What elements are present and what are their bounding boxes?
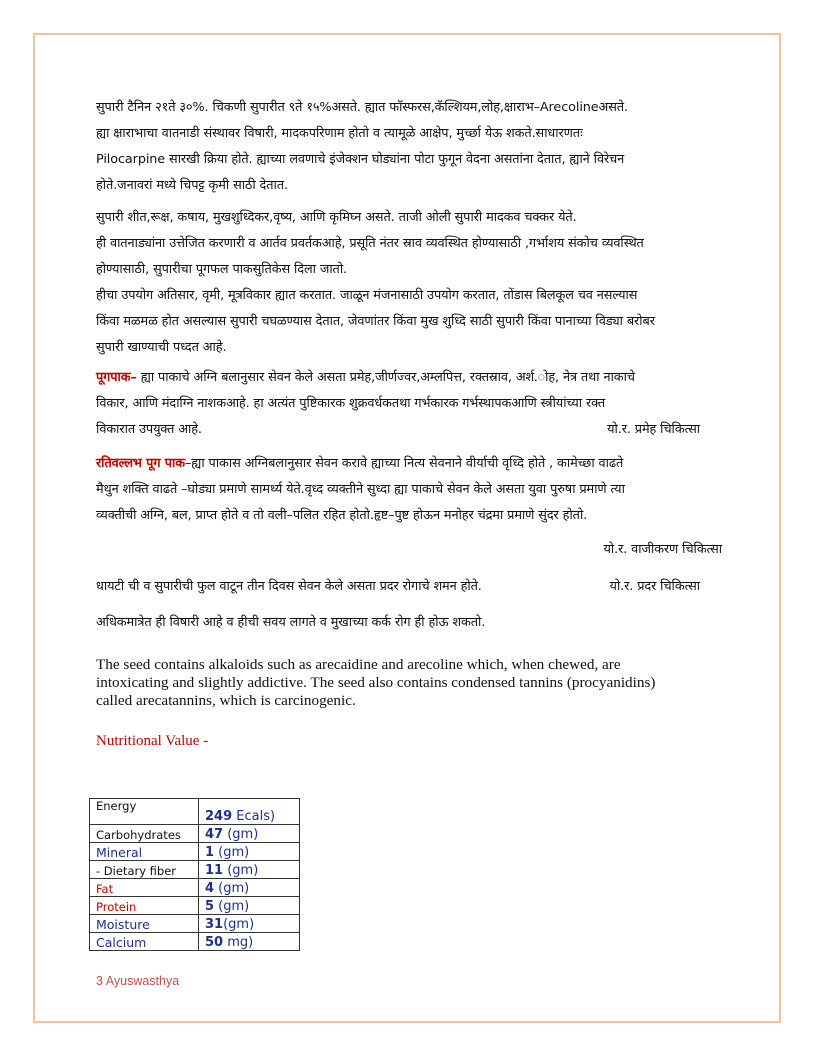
text-line: विकार, आणि मंदाग्नि नाशकआहे. हा अत्यंत पुष्टिकारक शुक्रवर्धकतथा गर्भकारक गर्भस्थापकआणि स्त्रीयांच्या रक्त [96,396,606,411]
reference-citation: यो.र. प्रमेह चिकित्सा [607,422,700,437]
section-title-pugapak: पूगपाक– [96,370,137,385]
nutrition-table [89,798,300,951]
nutrient-label: Carbohydrates [90,825,199,843]
text-line: सुपारी खाण्याची पध्दत आहे. [96,340,227,355]
text-line: व्यक्तीची अग्नि, बल, प्राप्त होते व तो वली–पलित रहित होतो.हृष्ट–पुष्ट होऊन मनोहर चंद्रमा प्रमाणे सुंदर होतो. [96,508,588,523]
nutrient-value: 5 (gm) [199,897,300,915]
text-line: Pilocarpine सारखी क्रिया होते. ह्याच्या लवणाचे इंजेक्शन घोड्यांना पोटा फुगून वेदना असतांना देतात, ह्याने विरेचन [96,152,625,167]
table-row [90,897,300,915]
nutrient-value: 47 (gm) [199,825,300,843]
section-title-rativallabh: रतिवल्लभ पूग पाक [96,456,185,471]
page-number: 3 [96,974,103,988]
table-row [90,933,300,951]
reference-citation: यो.र. वाजीकरण चिकित्सा [603,542,722,557]
table-row [90,843,300,861]
text-line: होते.जनावरां मध्ये चिपट्ट कृमी साठी देतात. [96,178,288,193]
text-line: होण्यासाठी, सुपारीचा पूगफल पाकसुतिकेस दिला जातो. [96,262,348,277]
page-footer [96,974,179,988]
paragraph-pugapak [96,365,722,443]
paragraph-pradar [96,574,722,600]
reference-citation: यो.र. प्रदर चिकित्सा [609,579,700,594]
text-line: ही वातनाड्यांना उत्तेजित करणारी व आर्तव प्रवर्तकआहे, प्रसूति नंतर स्राव व्यवस्थित होण्यासाठी ,गर्भाशय संकोच व्यवस्थित [96,236,644,251]
text-line: –ह्या पाकास अग्निबलानुसार सेवन करावे ह्याच्या नित्य सेवनाने वीर्याची वृध्दि होते , कामेच्छा वाढते [185,456,624,471]
paragraph-warning [96,610,722,636]
nutrient-label: - Dietary fiber [90,861,199,879]
table-row [90,879,300,897]
nutrient-value: 50 mg) [199,933,300,951]
nutrient-label: Moisture [90,915,199,933]
paragraph-supari-properties [96,205,722,361]
text-line: अधिकमात्रेत ही विषारी आहे व हीची सवय लागते व मुखाच्या कर्क रोग ही होऊ शकतो. [96,615,486,630]
text-line: intoxicating and slightly addictive. The seed also contains condensed tannins (procyanidins) [96,674,656,691]
table-row [90,799,300,825]
nutrient-value: 11 (gm) [199,861,300,879]
table-row [90,915,300,933]
nutrient-value: 249 Ecals) [199,799,300,825]
text-line: ह्या पाकाचे अग्नि बलानुसार सेवन केले असता प्रमेह,जीर्णज्वर,अम्लपित्त, रक्तस्राव, अर्श.ोह, नेत्र तथा नाकाचे [136,370,635,385]
nutrient-label: Energy [90,799,199,825]
nutrient-value: 4 (gm) [199,879,300,897]
nutrient-label: Mineral [90,843,199,861]
text-line: The seed contains alkaloids such as arecaidine and arecoline which, when chewed, are [96,656,621,673]
text-line: विकारात उपयुक्त आहे. [96,422,202,437]
text-line: सुपारी टैनिन २१ते ३०%. चिकणी सुपारीत ९ते १५%असते. ह्यात फॉस्फरस,कॅल्शियम,लोह,क्षाराभ–Arecolineअसते. [96,100,628,115]
text-line: ह्या क्षाराभाचा वातनाडी संस्थावर विषारी, मादकपरिणाम होतो व त्यामूळे आक्षेप, मुर्च्छा येऊ शकते.साधारणतः [96,126,583,141]
table-row [90,861,300,879]
text-line: सुपारी शीत,रूक्ष, कषाय, मुखशुध्दिकर,वृष्य, आणि कृमिघ्न असते. ताजी ओली सुपारी मादकव चक्कर येते. [96,210,577,225]
nutrient-label: Fat [90,879,199,897]
nutrient-label: Calcium [90,933,199,951]
text-line: धायटी ची व सुपारीची फुल वाटून तीन दिवस सेवन केले असता प्रदर रोगाचे शमन होते. [96,579,482,594]
footer-brand: Ayuswasthya [105,974,180,988]
nutrient-value: 31(gm) [199,915,300,933]
nutrient-value: 1 (gm) [199,843,300,861]
english-paragraph [96,656,722,710]
text-line: किंवा मळमळ होत असल्यास सुपारी चघळण्यास देतात, जेवणांतर किंवा मुख शुध्दि साठी सुपारी किंवा पानाच्या विड्या बरोबर [96,314,655,329]
table-row [90,825,300,843]
text-line: called arecatannins, which is carcinogenic. [96,692,356,709]
nutrient-label: Protein [90,897,199,915]
paragraph-rativallabh [96,451,722,529]
nutritional-value-heading: Nutritional Value - [96,733,209,749]
text-line: हीचा उपयोग अतिसार, वृमी, मूत्रविकार ह्यात करतात. जाळून मंजनासाठी उपयोग करतात, तोंडास बिलकूल चव नसल्यास [96,288,638,303]
text-line: मैथुन शक्ति वाढते –घोड्या प्रमाणे सामर्थ्य येते.वृध्द व्यक्तीने सुध्दा ह्या पाकाचे सेवन केले असता युवा पुरुषा प्रमाणे त्या [96,482,625,497]
paragraph-supari-composition [96,95,722,199]
